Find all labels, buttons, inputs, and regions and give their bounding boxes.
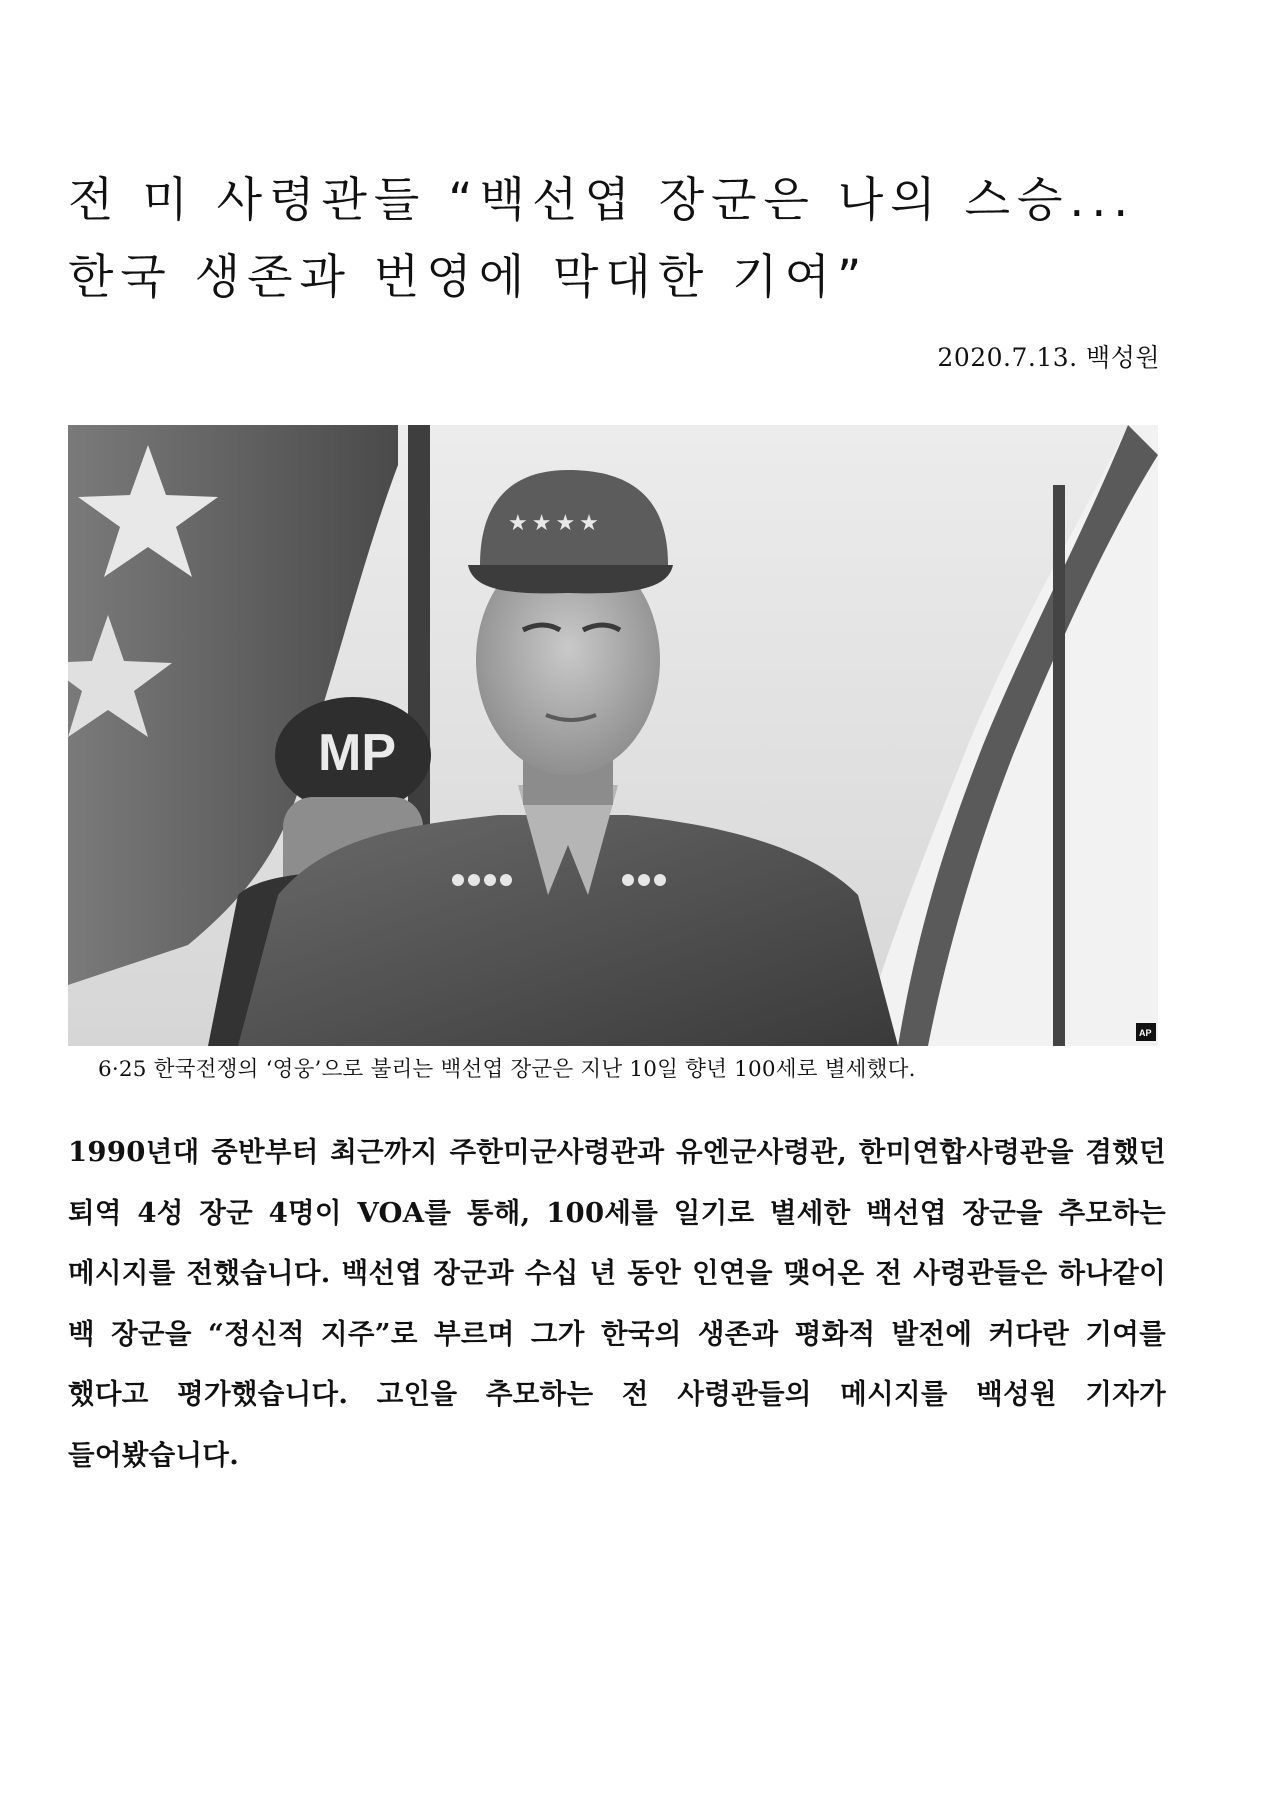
right-flag-pole (1053, 485, 1065, 1046)
article-title-line-1: 전 미 사령관들 “백선엽 장군은 나의 스승... (68, 173, 1136, 228)
article-body: 1990년대 중반부터 최근까지 주한미군사령관과 유엔군사령관, 한미연합사령관을 겸했던 퇴역 4성 장군 4명이 VOA를 통해, 100세를 일기로 별세한 백선엽 장군을 추모하는 메시지를 전했습니다. 백선엽 장군과 수십 년 동안 인연을 맺어온 전 사령관들은 하나같이 백 장군을 “정신적 지주”로 부르며 그가 한국의 생존과 평화적 발전에 커다란 기여를 했다고 평가했습니다. 고인을 추모하는 전 사령관들의 메시지를 백성원 기자가 들어봤습니다. (68, 1136, 1166, 1471)
article-title-line-2: 한국 생존과 번영에 막대한 기여” (68, 250, 869, 305)
photo-caption: 6·25 한국전쟁의 ‘영웅’으로 불리는 백선엽 장군은 지난 10일 향년 100세로 별세했다. (98, 1057, 916, 1082)
photo-credit: AP (1139, 1028, 1152, 1038)
mp-helmet-text: MP (318, 724, 396, 782)
article-photo (68, 425, 1158, 1046)
cap-stars: ★★★★ (508, 511, 603, 536)
article-title (68, 162, 1178, 316)
date-author: 2020.7.13. 백성원 (937, 343, 1160, 372)
photo-illustration (68, 425, 1158, 1046)
